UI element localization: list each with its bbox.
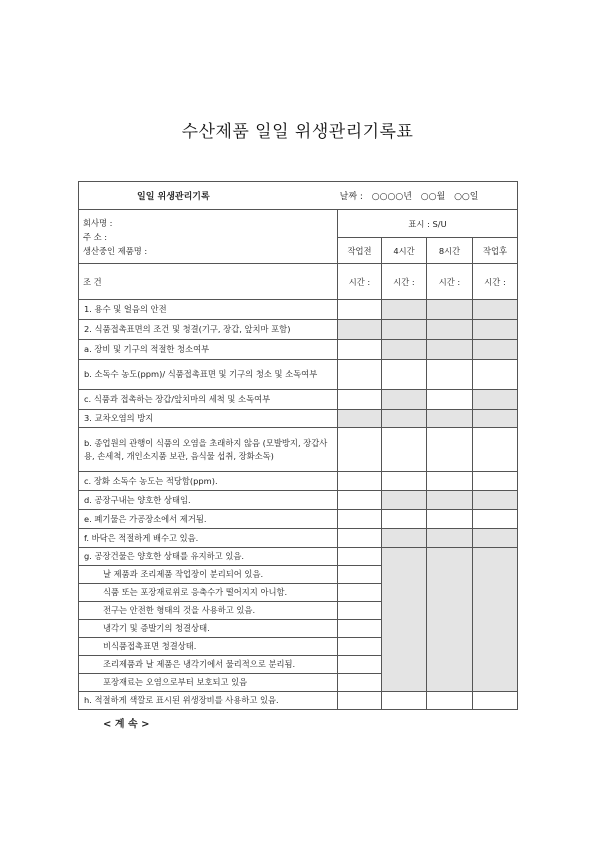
check-cell[interactable]	[427, 491, 473, 510]
check-cell[interactable]	[473, 510, 518, 529]
check-cell[interactable]	[427, 390, 473, 410]
item-packaging-protection: 포장재료는 오염으로부터 보호되고 있음	[79, 674, 338, 692]
check-cell[interactable]	[473, 390, 518, 410]
check-cell[interactable]	[382, 340, 427, 360]
check-cell[interactable]	[382, 529, 427, 548]
item-cooler-evaporator: 냉각기 및 증발기의 청결상태.	[79, 620, 338, 638]
company-info	[79, 210, 338, 264]
item-raw-cooked-separation: 날 제품과 조리제품 작업장이 분리되어 있음.	[79, 566, 338, 584]
item-contact-surface: 2. 식품접촉표면의 조건 및 청결(기구, 장갑, 앞치마 포함)	[79, 320, 338, 340]
check-cell[interactable]	[338, 428, 382, 472]
col-before-work: 작업전	[338, 238, 382, 264]
item-condensation: 식품 또는 포장재료위로 응축수가 떨어지지 아니함.	[79, 584, 338, 602]
check-cell[interactable]	[427, 320, 473, 340]
check-cell[interactable]	[338, 529, 382, 548]
time-8-hours[interactable]: 시간 :	[427, 264, 473, 300]
col-after-work: 작업후	[473, 238, 518, 264]
check-cell[interactable]	[338, 340, 382, 360]
item-non-contact-surface: 비식품접촉표면 청결상태.	[79, 638, 338, 656]
check-cell-merged[interactable]	[427, 548, 473, 692]
check-cell[interactable]	[473, 428, 518, 472]
check-cell[interactable]	[382, 428, 427, 472]
item-color-coded-equipment: h. 적절하게 색깔로 표시된 위생장비를 사용하고 있음.	[79, 692, 338, 710]
check-cell[interactable]	[338, 410, 382, 428]
check-cell[interactable]	[382, 472, 427, 491]
check-cell[interactable]	[338, 548, 382, 566]
check-cell[interactable]	[382, 360, 427, 390]
hygiene-record-table	[78, 181, 518, 710]
check-cell[interactable]	[427, 472, 473, 491]
item-gloves-apron-cleaning: c. 식품과 접촉하는 장갑/앞치마의 세척 및 소독여부	[79, 390, 338, 410]
item-waste-removal: e. 폐기물은 가공장소에서 제거됨.	[79, 510, 338, 529]
date-month: ○○월	[420, 192, 446, 202]
check-cell[interactable]	[382, 320, 427, 340]
date-year: ○○○○년	[371, 192, 412, 202]
check-cell[interactable]	[473, 300, 518, 320]
check-cell[interactable]	[473, 340, 518, 360]
time-4-hours[interactable]: 시간 :	[382, 264, 427, 300]
date-label: 날짜 :	[339, 192, 363, 202]
check-cell[interactable]	[338, 510, 382, 529]
check-cell[interactable]	[338, 360, 382, 390]
check-cell[interactable]	[338, 620, 382, 638]
check-cell[interactable]	[338, 638, 382, 656]
check-cell[interactable]	[382, 410, 427, 428]
check-cell[interactable]	[427, 300, 473, 320]
check-cell[interactable]	[382, 300, 427, 320]
date-field[interactable]	[340, 192, 485, 202]
item-cross-contamination: 3. 교차오염의 방지	[79, 410, 338, 428]
address-label: 주 소 :	[83, 231, 108, 242]
header-row	[79, 182, 518, 210]
check-cell-merged[interactable]	[473, 548, 518, 692]
item-plant-premises: d. 공장구내는 양호한 상태임.	[79, 491, 338, 510]
check-cell[interactable]	[338, 674, 382, 692]
check-cell[interactable]	[473, 410, 518, 428]
check-cell[interactable]	[427, 692, 473, 710]
conditions-label: 조 건	[79, 264, 338, 300]
check-cell[interactable]	[382, 390, 427, 410]
check-cell[interactable]	[338, 656, 382, 674]
check-cell[interactable]	[382, 692, 427, 710]
page-title: 수산제품 일일 위생관리기록표	[181, 122, 414, 142]
item-employee-practices: b. 종업원의 관행이 식품의 오염을 초래하지 않음 (모발방지, 장갑사용, 손세척, 개인소지품 보관, 음식물 섭취, 장화소독)	[79, 428, 338, 472]
check-cell[interactable]	[382, 491, 427, 510]
check-cell[interactable]	[338, 566, 382, 584]
item-water-ice-safety: 1. 용수 및 얼음의 안전	[79, 300, 338, 320]
check-cell[interactable]	[473, 320, 518, 340]
check-cell[interactable]	[338, 491, 382, 510]
check-cell-merged[interactable]	[382, 548, 427, 692]
item-floor-drainage: f. 바닥은 적절하게 배수고 있음.	[79, 529, 338, 548]
check-cell[interactable]	[382, 510, 427, 529]
item-safe-bulbs: 전구는 안전한 형태의 것을 사용하고 있음.	[79, 602, 338, 620]
check-cell[interactable]	[427, 360, 473, 390]
check-cell[interactable]	[338, 692, 382, 710]
item-cooler-separation: 조리제품과 날 제품은 냉각기에서 물리적으로 분리됨.	[79, 656, 338, 674]
check-cell[interactable]	[473, 692, 518, 710]
check-cell[interactable]	[338, 390, 382, 410]
continued-label: < 계 속 >	[103, 719, 150, 730]
check-cell[interactable]	[427, 529, 473, 548]
check-cell[interactable]	[427, 340, 473, 360]
date-day: ○○일	[454, 192, 479, 202]
time-before-work[interactable]: 시간 :	[338, 264, 382, 300]
check-cell[interactable]	[338, 320, 382, 340]
company-name-label: 회사명 :	[83, 217, 113, 228]
item-plant-building: g. 공장건물은 양호한 상태를 유지하고 있음.	[79, 548, 338, 566]
check-cell[interactable]	[427, 410, 473, 428]
display-legend: 표시 : S/U	[338, 210, 518, 238]
check-cell[interactable]	[473, 472, 518, 491]
form-title: 일일 위생관리기록	[137, 192, 210, 202]
check-cell[interactable]	[338, 300, 382, 320]
check-cell[interactable]	[473, 491, 518, 510]
item-equipment-cleaning: a. 장비 및 기구의 적절한 청소여부	[79, 340, 338, 360]
check-cell[interactable]	[338, 602, 382, 620]
check-cell[interactable]	[338, 472, 382, 491]
col-4-hours: 4시간	[382, 238, 427, 264]
check-cell[interactable]	[338, 584, 382, 602]
time-after-work[interactable]: 시간 :	[473, 264, 518, 300]
product-name-label: 생산중인 제품명 :	[83, 245, 148, 256]
check-cell[interactable]	[473, 360, 518, 390]
item-boot-disinfectant: c. 장화 소독수 농도는 적당함(ppm).	[79, 472, 338, 491]
col-8-hours: 8시간	[427, 238, 473, 264]
check-cell[interactable]	[427, 428, 473, 472]
item-disinfectant-concentration: b. 소독수 농도(ppm)/ 식품접촉표면 및 기구의 청소 및 소독여부	[79, 360, 338, 390]
check-cell[interactable]	[427, 510, 473, 529]
check-cell[interactable]	[473, 529, 518, 548]
